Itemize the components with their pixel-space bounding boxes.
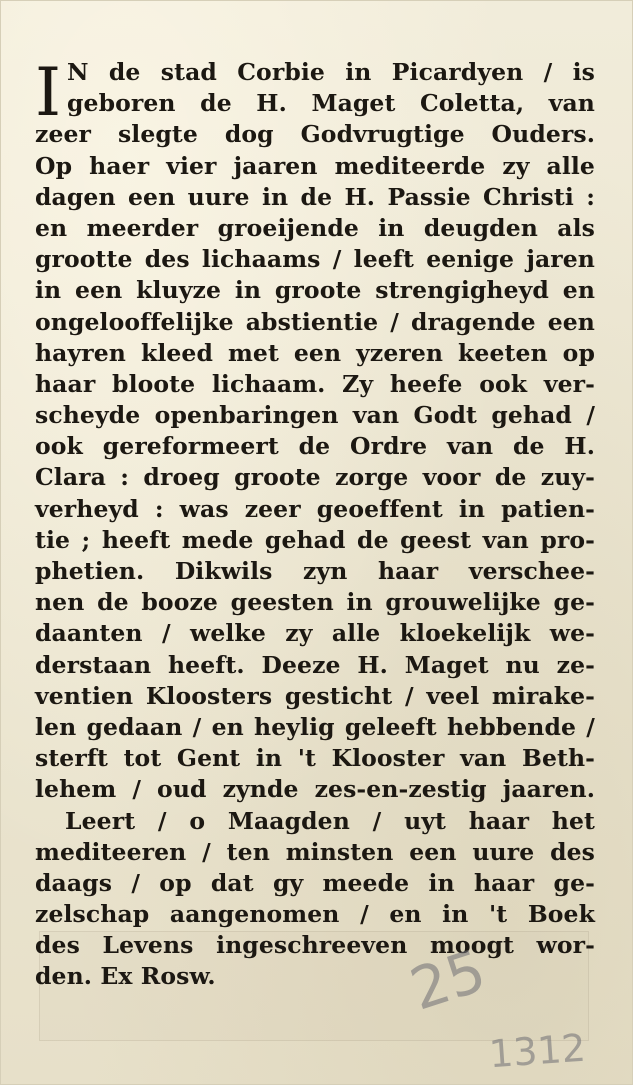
text-line-10: hayren kleed met een yzeren keeten op — [35, 338, 595, 367]
text-line-21: ventien Kloosters gesticht / veel mirake- — [35, 681, 595, 710]
text-line-22: len gedaan / en heylig geleeft hebbende / — [35, 712, 595, 741]
text-block — [35, 54, 595, 993]
drop-cap: I — [35, 54, 62, 131]
text-line-6: en meerder groeijende in deugden als — [35, 213, 595, 242]
text-line-3: zeer slegte dog Godvrugtige Ouders. — [35, 120, 595, 149]
text-line-14: Clara : droeg groote zorge voor de zuy- — [35, 463, 595, 492]
text-line-18: nen de booze geesten in grouwelijke ge- — [35, 588, 595, 617]
text-line-24: lehem / oud zynde zes-en-zestig jaaren. — [35, 775, 595, 804]
text-line-9: ongelooffelijke abstientie / dragende een — [35, 307, 595, 336]
pencil-annotation-mark: 25 — [402, 936, 494, 1024]
text-line-27: daags / op dat gy meede in haar ge- — [35, 868, 595, 897]
text-line-11: haar bloote lichaam. Zy heefe ook ver- — [35, 369, 595, 398]
text-line-1: N de stad Corbie in Picardyen / is — [67, 58, 595, 86]
text-line-2: geboren de H. Maget Coletta, van — [67, 89, 595, 118]
text-line-17: phetien. Dikwils zyn haar verschee- — [35, 557, 595, 585]
text-line-25: Leert / o Maagden / uyt haar het — [65, 806, 595, 835]
text-line-15: verheyd : was zeer geoeffent in patien- — [35, 494, 595, 523]
first-paragraph-start — [35, 54, 595, 131]
text-line-20: derstaan heeft. Deeze H. Maget nu ze- — [35, 650, 595, 679]
text-line-8: in een kluyze in groote strengigheyd en — [35, 276, 595, 305]
text-line-16: tie ; heeft mede gehad de geest van pro- — [35, 525, 595, 554]
text-line-19: daanten / welke zy alle kloekelijk we- — [35, 619, 595, 648]
pencil-annotation-number: 1312 — [487, 1025, 588, 1077]
text-line-4: Op haer vier jaaren mediteerde zy alle — [35, 151, 595, 180]
text-line-29: des Levens ingeschreeven moogt wor- — [35, 931, 595, 960]
text-line-30: den. Ex Rosw. — [35, 962, 216, 991]
text-line-13: ook gereformeert de Ordre van de H. — [35, 432, 595, 461]
text-line-23: sterft tot Gent in 't Klooster van Beth- — [35, 744, 595, 773]
text-line-5: dagen een uure in de H. Passie Christi : — [35, 182, 595, 211]
text-line-26: mediteeren / ten minsten een uure des — [35, 837, 595, 866]
text-line-12: scheyde openbaringen van Godt gehad / — [35, 401, 595, 430]
text-line-7: grootte des lichaams / leeft eenige jaren — [35, 245, 595, 274]
text-line-28: zelschap aangenomen / en in 't Boek — [35, 900, 595, 929]
